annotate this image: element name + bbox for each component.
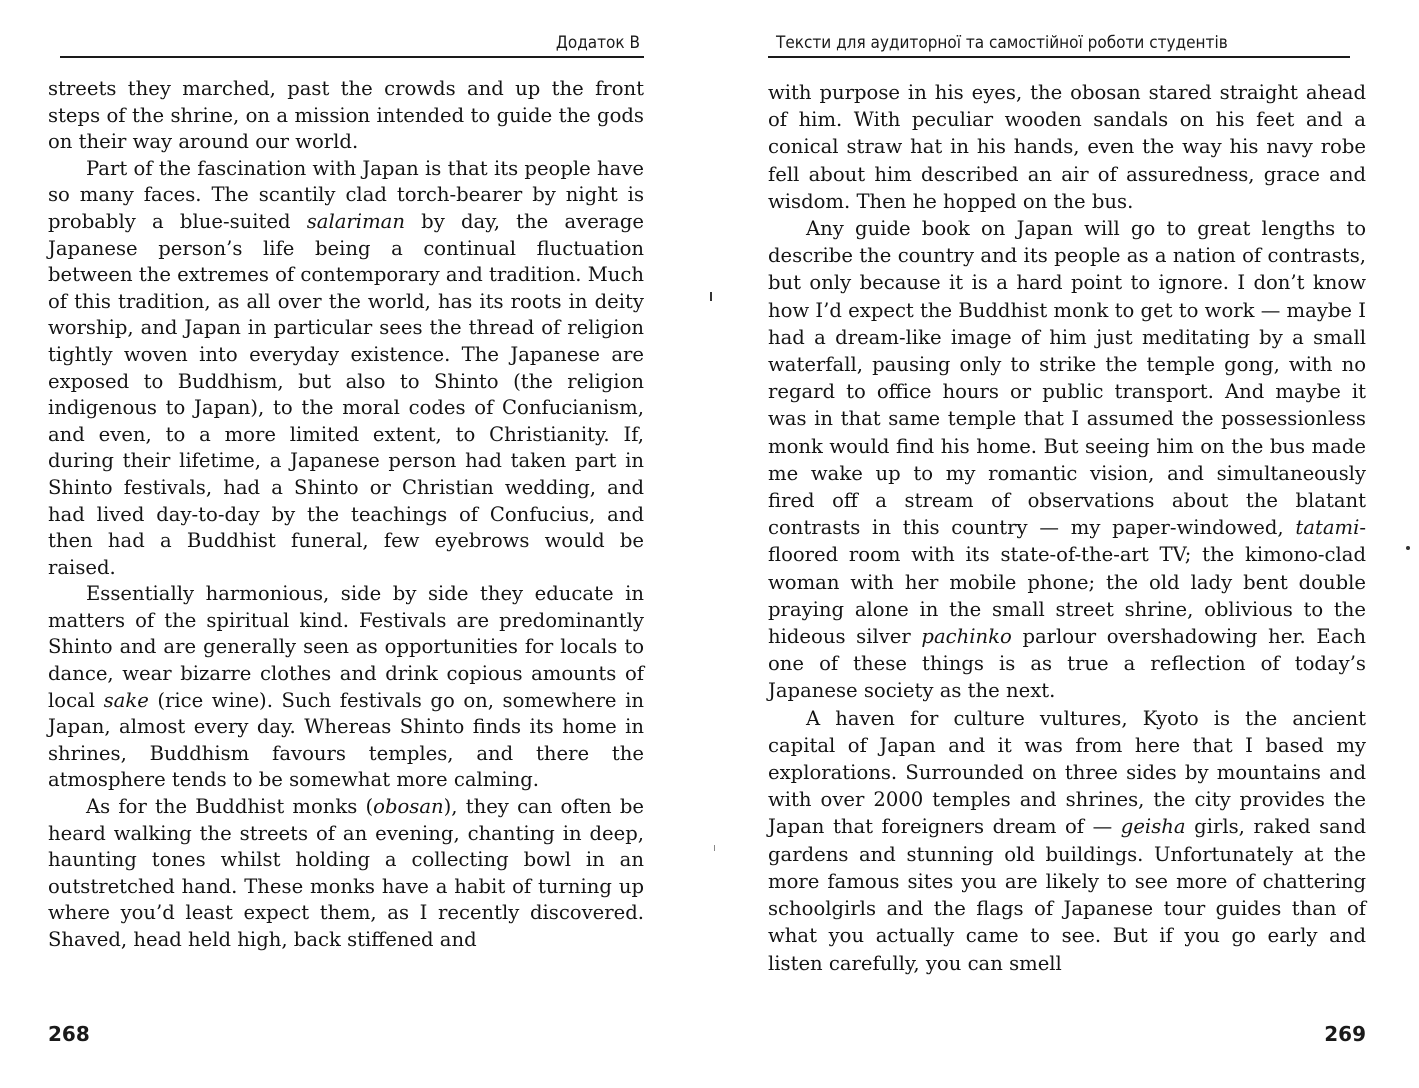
italic-term: tatami — [1295, 516, 1360, 540]
text-run: Essentially harmonious, side by side they educate in matters of the spiritual kind. Festivals are predominantly Shinto and are generally seen as opportunities for locals to dance, wear bizarre clothes and drink copious amounts of local — [48, 582, 644, 712]
left-page — [48, 0, 644, 1088]
right-page — [768, 0, 1366, 1088]
paragraph — [48, 76, 644, 156]
scan-speck — [710, 292, 712, 301]
text-run: -floored room with its state-of-the-art TV; the kimono-clad woman with her mobile phone; the old lady bent double praying alone in the small street shrine, oblivious to the hideous silver — [768, 516, 1366, 649]
scan-speck — [714, 845, 715, 851]
text-run: parlour overshadowing her. Each one of these things is as true a reflection of today’s Japanese society as the next. — [768, 625, 1366, 703]
text-run: As for the Buddhist monks ( — [86, 795, 374, 819]
left-page-body — [48, 76, 644, 954]
running-head-right: Тексти для аудиторної та самостійної роботи студентів — [768, 32, 1350, 58]
text-run: streets they marched, past the crowds and up the front steps of the shrine, on a mission intended to guide the gods on their way around our world. — [48, 77, 644, 154]
paragraph — [768, 705, 1366, 977]
text-run: (rice wine). Such festivals go on, somewhere in Japan, almost every day. Whereas Shinto finds its home in shrines, Buddhism favours temples, and there the atmosphere tends to be somewhat more calming. — [48, 688, 644, 792]
italic-term: salariman — [306, 209, 405, 233]
page-number-right: 269 — [1324, 1022, 1366, 1046]
text-run: girls, raked sand gardens and stunning old buildings. Unfortunately at the more famous sites you are likely to see more of chattering schoolgirls and the flags of Japanese tour guides than of what you actually came to see. But if you go early and listen carefully, you can smell — [768, 815, 1366, 975]
italic-term: geisha — [1120, 815, 1186, 839]
italic-term: pachinko — [921, 625, 1012, 649]
page-number-left: 268 — [48, 1022, 90, 1046]
scan-speck — [1406, 546, 1410, 550]
paragraph — [768, 79, 1366, 215]
italic-term: obosan — [373, 795, 444, 819]
text-run: A haven for culture vultures, Kyoto is the ancient capital of Japan and it was from here that I based my explorations. Surrounded on three sides by mountains and with over 2000 temples and shrines, the city provides the Japan that foreigners dream of — — [768, 706, 1366, 839]
italic-term: sake — [103, 688, 149, 712]
text-run: by day, the average Japanese person’s life being a continual fluctuation between the extremes of contemporary and tradition. Much of this tradition, as all over the world, has its roots in deity worship, and Japan in particular sees the thread of religion tightly woven into everyday existence. The Japanese are exposed to Buddhism, but also to Shinto (the religion indigenous to Japan), to the moral codes of Confucianism, and even, to a more limited extent, to Christianity. If, during their lifetime, a Japanese person had taken part in Shinto festivals, had a Shinto or Christian wedding, and had lived day-to-day by the teachings of Confucius, and then had a Buddhist funeral, few eyebrows would be raised. — [48, 209, 644, 579]
right-page-body — [768, 79, 1366, 977]
text-run: Part of the fascination with Japan is that its people have so many faces. The scantily clad torch-bearer by night is probably a blue-suited — [48, 156, 644, 233]
paragraph — [48, 581, 644, 794]
paragraph — [768, 215, 1366, 705]
text-run: with purpose in his eyes, the obosan stared straight ahead of him. With peculiar wooden sandals on his feet and a conical straw hat in his hands, even the way his navy robe fell about him described an air of assuredness, grace and wisdom. Then he hopped on the bus. — [768, 81, 1366, 213]
text-run: ), they can often be heard walking the streets of an evening, chanting in deep, haunting tones whilst holding a collecting bowl in an outstretched hand. These monks have a habit of turning up where you’d least expect them, as I recently discovered. Shaved, head held high, back stiffened and — [48, 795, 644, 951]
running-head-left: Додаток В — [60, 32, 644, 58]
text-run: Any guide book on Japan will go to great lengths to describe the country and its people as a nation of contrasts, but only because it is a hard point to ignore. I don’t know how I’d expect the Buddhist monk to get to work — maybe I had a dream-like image of him just meditating by a small waterfall, pausing only to strike the temple gong, with no regard to office hours or public transport. And maybe it was in that same temple that I assumed the possessionless monk would find his home. But seeing him on the bus made me wake up to my romantic vision, and simultaneously fired off a stream of observations about the blatant contrasts in this country — my paper-windowed, — [768, 217, 1366, 540]
paragraph — [48, 156, 644, 582]
paragraph — [48, 794, 644, 954]
